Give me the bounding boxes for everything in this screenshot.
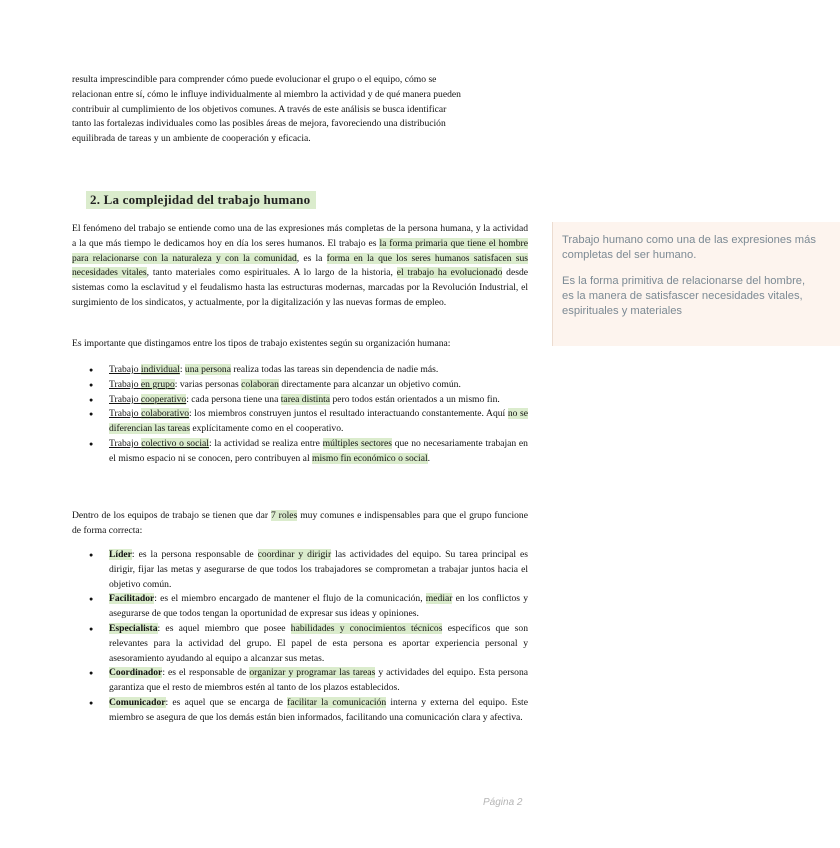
text-run: , tanto materiales como espirituales. A lo largo de la historia, [146,267,397,279]
paragraph-work-definition [72,222,528,311]
text-run: El fenómeno del trabajo se entiende como una de las expresiones más completas de la persona humana, y la actividad a la que más tiempo le dedicamos hoy en día los seres humanos. El trabajo es [72,223,528,249]
comment-line: completas del ser humano. [562,249,697,261]
highlight: mediar [425,593,453,605]
text-run: Trabajo [109,378,141,390]
highlight: facilitar la comunicación [287,696,387,708]
list-item [72,592,528,622]
highlight: no se diferencian las tareas [109,408,528,435]
team-roles-list [72,548,528,726]
highlight: 7 roles [270,510,298,521]
highlight: individual [140,364,180,375]
highlight: cooperativo [140,393,187,405]
highlight: una persona [184,364,231,375]
list-item [72,622,528,666]
work-types-list [72,363,528,467]
list-item [72,407,528,437]
list-item [72,393,528,408]
intro-paragraph [72,73,528,147]
role-name: Comunicador [109,696,166,708]
text-run: Dentro de los equipos de trabajo se tienen que dar [72,510,271,521]
highlight: habilidades y conocimientos técnicos [290,622,443,634]
text-run: : la actividad se realiza entre [208,437,323,449]
paragraph-roles-intro [72,509,528,539]
role-name: Líder [109,549,132,560]
highlight: organizar y programar las tareas [249,667,376,679]
text-run: Trabajo [109,408,142,420]
comment-line: es la manera de satisfascer necesidades vitales, [562,290,803,302]
text-run: : es el miembro encargado de mantener el flujo de la comunicación, [154,593,426,605]
text-run: interna y externa del equipo. Este miembro se asegura de que los demás están bien informados, facilitando una comunicación clara y afectiva. [109,696,528,723]
text-run: y actividades del equipo. Esta persona garantiza que el resto de miembros estén al tanto de los plazos establecidos. [109,667,528,694]
role-name: Especialista [109,622,158,634]
text-run: : es aquel que se encarga de [165,696,288,708]
text-run: Trabajo [109,437,142,449]
page-number: Página 2 [483,797,523,808]
text-run: explícitamente como en el cooperativo. [189,423,344,435]
text-run: en los conflictos y asegurarse de que todos tengan la oportunidad de expresar sus ideas y opiniones. [109,593,529,620]
text-run: . [427,452,431,464]
list-item [72,548,528,592]
highlight: en grupo [140,378,175,390]
list-item [72,363,528,378]
text-run: : los miembros construyen juntos el resultado interactuando constantemente. Aquí [189,408,508,420]
intro-line: contribuir al cumplimiento de los objetivos comunes. A través de este análisis se busca identificar [72,103,447,115]
text-run: muy comunes e indispensables para que el grupo funcione de forma correcta: [72,510,528,536]
list-item [72,378,528,393]
highlight: la forma primaria que tiene el hombre para relacionarse con la naturaleza y con la comunidad [72,237,528,264]
comment-paragraph [562,233,840,263]
intro-line: resulta imprescindible para comprender cómo puede evolucionar el grupo o el equipo, cómo se [72,74,437,85]
text-run: desde sistemas como la esclavitud y el feudalismo hasta las estructuras modernas, marcadas por la Revolución Industrial, el surgimiento de los sindicatos, y actualmente, por la digitalización y las nuevas formas de empleo. [72,267,529,308]
list-item [72,666,528,696]
highlight: colaborativo [141,408,190,420]
paragraph-work-types-intro: Es importante que distingamos entre los tipos de trabajo existentes según su organización humana: [72,338,451,349]
intro-line: equilibrada de tareas y un ambiente de cooperación y eficacia. [72,133,311,145]
highlight: colaboran [241,378,279,390]
highlight: el trabajo ha evolucionado [396,267,503,279]
text-run: , es la [296,252,327,264]
text-run: pero todos están orientados a un mismo fin. [330,393,500,405]
list-item [72,437,528,467]
highlight: colectivo o social [141,437,209,449]
margin-comment[interactable] [552,222,840,346]
text-run: : [179,364,183,375]
highlight: forma en la que los seres humanos satisfacen sus necesidades vitales [72,252,528,279]
text-run: : es aquel miembro que posee [157,622,291,634]
highlight: tarea distinta [280,393,331,405]
text-run: : varias personas [174,378,242,390]
highlight: coordinar y dirigir [257,549,332,560]
text-run: : es la persona responsable de [131,549,258,560]
section-heading: 2. La complejidad del trabajo humano [86,191,316,209]
comment-line: Es la forma primitiva de relacionarse del hombre, [562,275,806,287]
role-name: Facilitador [109,593,155,605]
highlight: mismo fin económico o social [312,452,428,464]
comment-line: Trabajo humano como una de las expresiones más [562,234,816,246]
comment-line: espirituales y materiales [562,305,683,317]
role-name: Coordinador [109,667,163,679]
text-run: realiza todas las tareas sin dependencia de nadie más. [230,364,439,375]
text-run: : es el responsable de [162,667,250,679]
text-run: : cada persona tiene una [186,393,281,405]
text-run: Trabajo [109,393,141,405]
text-run: las actividades del equipo. Su tarea principal es dirigir, fijar las metas y asegurarse de que todos los trabajadores se comprometan a trabajar juntos hacia el objetivo común. [109,549,528,590]
text-run: específicos que son relevantes para la actividad del grupo. El papel de esta persona es aportar experiencia personal y asesoramiento ayudando al equipo a alcanzar sus metas. [109,622,528,664]
intro-line: relacionan entre sí, cómo le influye individualmente al miembro la actividad y de qué manera pueden [72,88,461,100]
text-run: Trabajo [109,364,141,375]
highlight: múltiples sectores [322,437,392,449]
text-run: que no necesariamente trabajan en el mismo espacio ni se conocen, pero contribuyen al [109,437,528,464]
intro-line: tanto las fortalezas individuales como las posibles áreas de mejora, favoreciendo una distribución [72,118,446,130]
comment-paragraph [562,274,840,319]
text-run: directamente para alcanzar un objetivo común. [278,378,461,390]
list-item [72,696,528,726]
